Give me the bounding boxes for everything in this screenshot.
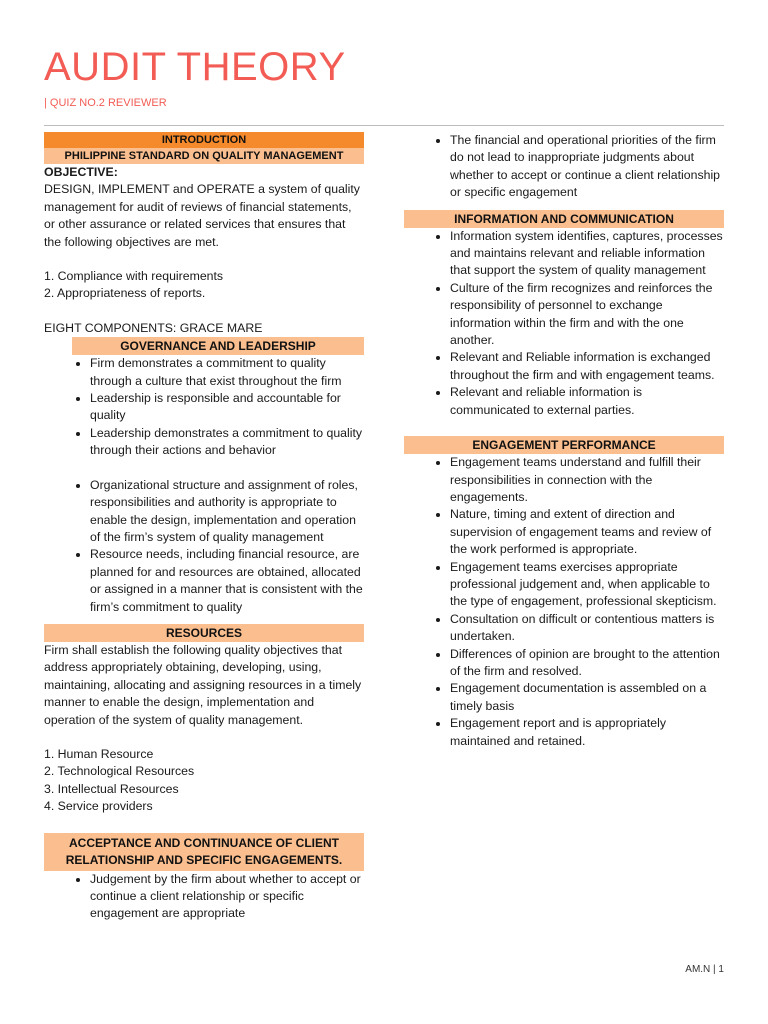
acceptance-list-continued bbox=[404, 132, 724, 202]
list-item: • Judgement by the firm about whether to accept or continue a client relationship or specific engagement are appropriate bbox=[90, 871, 364, 923]
governance-list-continued bbox=[44, 477, 364, 616]
section-bar-resources: RESOURCES bbox=[44, 624, 364, 642]
list-item: • Information system identifies, captures, processes and maintains relevant and reliable information that support the system of quality management bbox=[450, 228, 724, 280]
section-bar-governance: GOVERNANCE AND LEADERSHIP bbox=[72, 337, 364, 355]
list-item: • Firm demonstrates a commitment to quality through a culture that exist throughout the firm bbox=[90, 355, 364, 390]
document-subtitle: | QUIZ NO.2 REVIEWER bbox=[44, 97, 167, 109]
list-item: • Relevant and Reliable information is exchanged throughout the firm and with engagement teams. bbox=[450, 349, 724, 384]
objective-item: 1. Compliance with requirements bbox=[44, 269, 224, 284]
objective-label: OBJECTIVE: bbox=[44, 165, 118, 179]
list-item: • Engagement teams exercises appropriate professional judgement and, when applicable to the type of engagement, professional skepticism. bbox=[450, 559, 724, 611]
section-bar-acceptance: ACCEPTANCE AND CONTINUANCE OF CLIENT RELATIONSHIP AND SPECIFIC ENGAGEMENTS. bbox=[44, 833, 364, 871]
header-divider bbox=[44, 125, 724, 126]
resource-item: 1. Human Resource bbox=[44, 746, 154, 761]
engagement-list bbox=[404, 454, 724, 750]
acceptance-list bbox=[44, 871, 364, 923]
list-item: • Differences of opinion are brought to the attention of the firm and resolved. bbox=[450, 646, 724, 681]
information-list bbox=[404, 228, 724, 419]
governance-list bbox=[44, 355, 364, 459]
resource-item: 4. Service providers bbox=[44, 799, 153, 814]
list-item: • Consultation on difficult or contentious matters is undertaken. bbox=[450, 611, 724, 646]
section-bar-pqm: PHILIPPINE STANDARD ON QUALITY MANAGEMENT bbox=[44, 148, 364, 164]
right-column bbox=[404, 132, 724, 750]
resource-item: 2. Technological Resources bbox=[44, 764, 195, 779]
list-item: • Nature, timing and extent of direction and supervision of engagement teams and review of the work performed is appropriate. bbox=[450, 506, 724, 558]
resource-item: 3. Intellectual Resources bbox=[44, 781, 179, 796]
page-footer: AM.N | 1 bbox=[685, 964, 724, 975]
section-bar-information: INFORMATION AND COMMUNICATION bbox=[404, 210, 724, 228]
section-bar-engagement: ENGAGEMENT PERFORMANCE bbox=[404, 436, 724, 454]
list-item: • Leadership is responsible and accountable for quality bbox=[90, 390, 364, 425]
list-item: • Engagement documentation is assembled on a timely basis bbox=[450, 680, 724, 715]
list-item: • Organizational structure and assignment of roles, responsibilities and authority is appropriate to enable the design, implementation and operation of the firm’s system of quality management bbox=[90, 477, 364, 547]
components-label: EIGHT COMPONENTS: GRACE MARE bbox=[44, 320, 263, 335]
objective-item: 2. Appropriateness of reports. bbox=[44, 286, 206, 301]
list-item: • The financial and operational priorities of the firm do not lead to inappropriate judgments about whether to accept or continue a client relationship or specific engagement bbox=[450, 132, 724, 202]
list-item: • Engagement report and is appropriately maintained and retained. bbox=[450, 715, 724, 750]
list-item: • Leadership demonstrates a commitment to quality through their actions and behavior bbox=[90, 425, 364, 460]
list-item: • Resource needs, including financial resource, are planned for and resources are obtained, allocated or assigned in a manner that is consistent with the firm’s commitment to quality bbox=[90, 546, 364, 616]
list-item: • Culture of the firm recognizes and reinforces the responsibility of personnel to exchange information within the firm and with the one another. bbox=[450, 280, 724, 350]
left-column bbox=[44, 132, 364, 923]
objective-text: DESIGN, IMPLEMENT and OPERATE a system of quality management for audit of reviews of financial statements, or other assurance or related services that ensures that the following objectives are met. bbox=[44, 182, 360, 249]
resources-text: Firm shall establish the following quality objectives that address appropriately obtaining, developing, using, maintaining, allocating and assigning resources in a timely manner to enable the design, implementation and operation of the system of quality management. bbox=[44, 642, 362, 727]
list-item: • Engagement teams understand and fulfill their responsibilities in connection with the engagements. bbox=[450, 454, 724, 506]
list-item: • Relevant and reliable information is communicated to external parties. bbox=[450, 384, 724, 419]
section-bar-introduction: INTRODUCTION bbox=[44, 132, 364, 148]
document-title: AUDIT THEORY bbox=[44, 45, 346, 89]
